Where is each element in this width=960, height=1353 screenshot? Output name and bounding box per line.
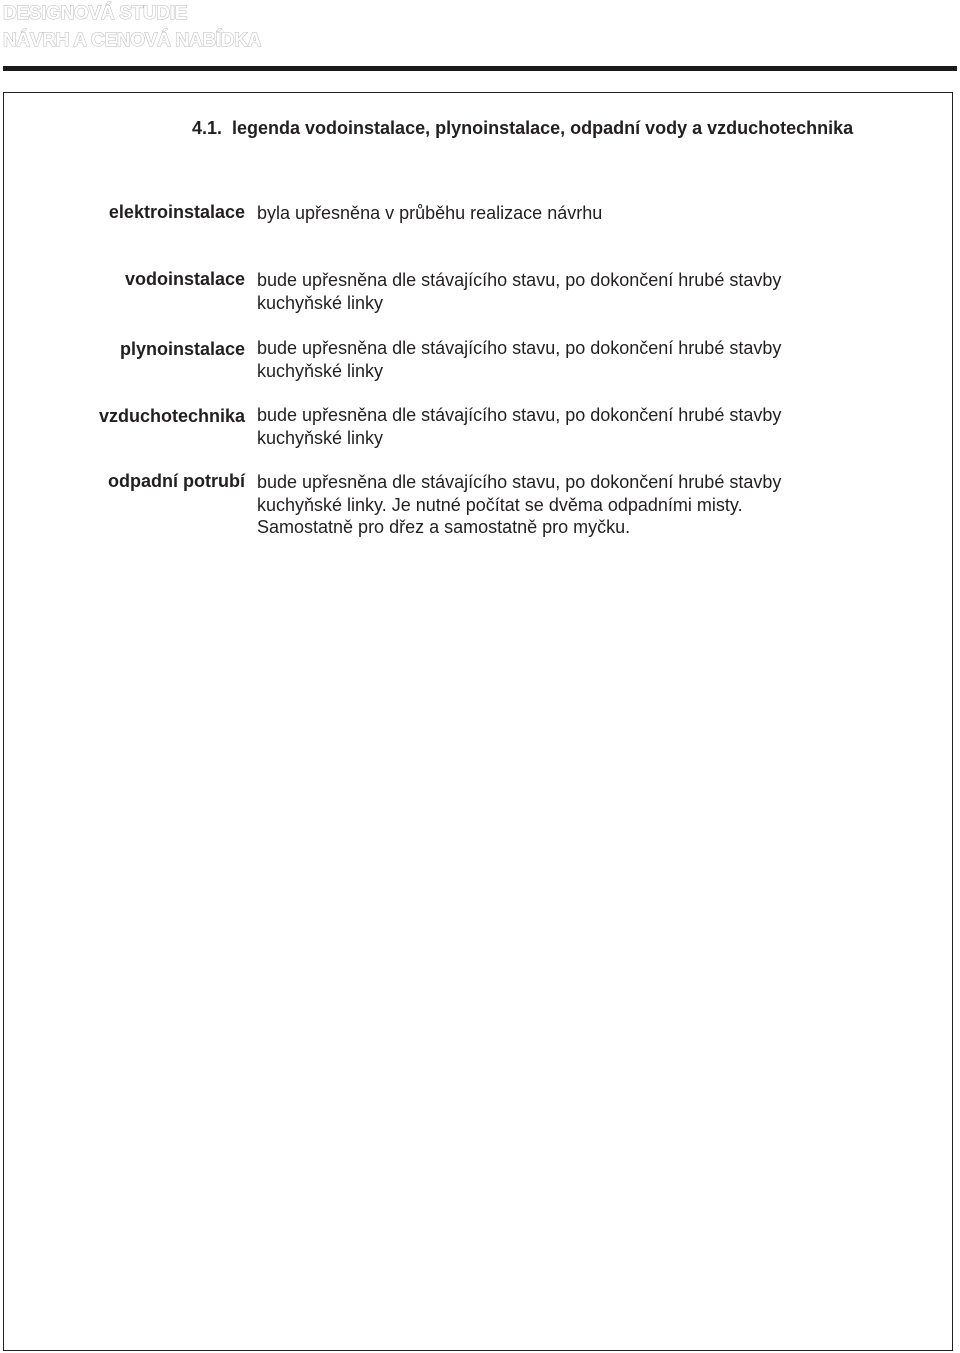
row-text-line: kuchyňské linky	[257, 360, 384, 381]
row-text-vodoinstalace	[257, 269, 877, 314]
row-text-line: byla upřesněna v průběhu realizace návrhu	[257, 203, 603, 223]
section-title-text: legenda vodoinstalace, plynoinstalace, odpadní vody a vzduchotechnika	[232, 118, 854, 138]
row-text-line: bude upřesněna dle stávajícího stavu, po dokončení hrubé stavby	[257, 472, 782, 492]
row-label-vodoinstalace: vodoinstalace	[124, 269, 245, 289]
row-label-vzduchotechnika: vzduchotechnika	[98, 406, 245, 426]
row-text-vzduchotechnika	[257, 404, 877, 449]
document-header-subtitle: NÁVRH A CENOVÁ NABÍDKA	[3, 30, 261, 51]
header-divider	[3, 66, 957, 71]
row-text-line: bude upřesněna dle stávajícího stavu, po dokončení hrubé stavby	[257, 270, 782, 290]
row-text-line: bude upřesněna dle stávajícího stavu, po dokončení hrubé stavby	[257, 405, 782, 425]
document-header-title: DESIGNOVÁ STUDIE	[3, 3, 188, 24]
section-number: 4.1.	[192, 118, 223, 138]
row-label-odpadni-potrubi: odpadní potrubí	[108, 471, 245, 491]
row-text-odpadni-potrubi	[257, 471, 877, 539]
row-text-elektroinstalace	[257, 202, 877, 225]
row-text-line: bude upřesněna dle stávajícího stavu, po dokončení hrubé stavby	[257, 338, 782, 358]
row-text-line: kuchyňské linky	[257, 427, 384, 448]
row-label-plynoinstalace: plynoinstalace	[119, 339, 245, 359]
row-text-line: Samostatně pro dřez a samostatně pro myčku.	[257, 517, 631, 537]
row-text-plynoinstalace	[257, 337, 877, 382]
row-text-line: kuchyňské linky	[257, 292, 384, 313]
row-text-line: kuchyňské linky. Je nutné počítat se dvěma odpadními misty.	[257, 494, 743, 515]
section-heading	[192, 118, 853, 138]
row-label-elektroinstalace: elektroinstalace	[108, 202, 245, 222]
